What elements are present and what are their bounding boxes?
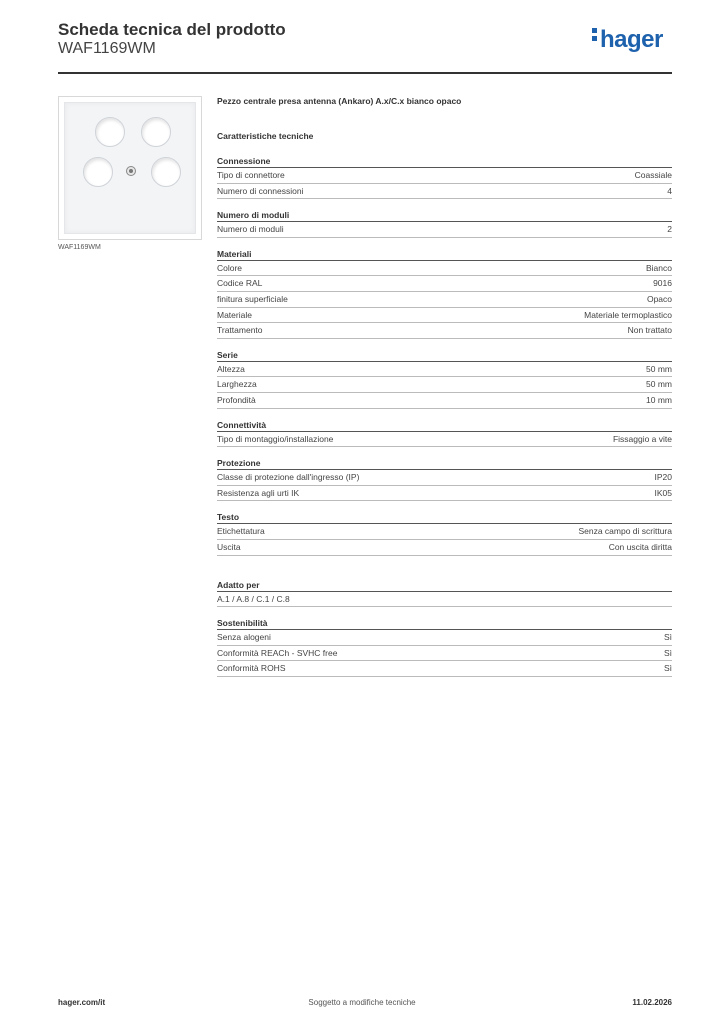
spec-value: Fissaggio a vite xyxy=(612,433,672,444)
spec-row xyxy=(217,630,672,646)
spec-value: Sì xyxy=(663,663,672,674)
spec-value: 10 mm xyxy=(646,394,672,405)
spec-row xyxy=(217,292,672,308)
page-title: Scheda tecnica del prodotto xyxy=(58,20,286,39)
spec-label: Conformità REACh - SVHC free xyxy=(217,647,338,658)
spec-label: A.1 / A.8 / C.1 / C.8 xyxy=(217,593,290,604)
spec-section xyxy=(217,414,672,448)
spec-value: Opaco xyxy=(646,293,672,304)
spec-value: IK05 xyxy=(654,487,672,498)
spec-row xyxy=(217,540,672,556)
footer-date: 11.02.2026 xyxy=(632,998,672,1007)
spec-value: Non trattato xyxy=(627,325,672,336)
spec-section xyxy=(217,612,672,677)
spec-row xyxy=(217,646,672,662)
center-screw-icon xyxy=(126,166,136,176)
spec-label: Colore xyxy=(217,262,243,273)
logo-text: hager xyxy=(600,26,663,53)
product-name: Pezzo centrale presa antenna (Ankaro) A.x/C.x bianco opaco xyxy=(217,96,462,106)
spec-label: Conformità ROHS xyxy=(217,663,286,674)
spec-row xyxy=(217,524,672,540)
spec-label: Profondità xyxy=(217,394,256,405)
spec-row xyxy=(217,308,672,324)
socket-hole-bottom-right xyxy=(151,157,181,187)
section-title: Connettività xyxy=(217,414,672,432)
spec-label: finitura superficiale xyxy=(217,293,288,304)
product-code-subtitle: WAF1169WM xyxy=(58,40,156,57)
spec-row xyxy=(217,362,672,378)
spec-section xyxy=(217,204,672,238)
spec-label: Numero di connessioni xyxy=(217,185,304,196)
spec-label: Larghezza xyxy=(217,379,257,390)
spec-row xyxy=(217,377,672,393)
spec-label: Codice RAL xyxy=(217,278,263,289)
socket-hole-top-right xyxy=(141,117,171,147)
spec-value: 50 mm xyxy=(646,379,672,390)
spec-value: Coassiale xyxy=(634,170,672,180)
spec-section xyxy=(217,150,672,199)
section-title: Serie xyxy=(217,344,672,362)
spec-label: Numero di moduli xyxy=(217,224,284,235)
spec-value: 50 mm xyxy=(646,363,672,374)
spec-label: Tipo di montaggio/installazione xyxy=(217,433,334,444)
spec-row xyxy=(217,432,672,448)
spec-row xyxy=(217,168,672,184)
spec-section xyxy=(217,574,672,608)
spec-label: Classe di protezione dall'ingresso (IP) xyxy=(217,472,360,483)
spec-row xyxy=(217,486,672,502)
spec-row xyxy=(217,661,672,677)
spec-value: 4 xyxy=(667,185,672,196)
socket-hole-bottom-left xyxy=(83,157,113,187)
spec-value: Senza campo di scrittura xyxy=(578,526,672,537)
spec-section xyxy=(217,344,672,409)
spec-label: Resistenza agli urti IK xyxy=(217,487,300,498)
spec-label: Etichettatura xyxy=(217,526,265,537)
spec-label: Senza alogeni xyxy=(217,632,271,643)
section-title: Numero di moduli xyxy=(217,204,672,222)
spec-value: Sì xyxy=(663,647,672,658)
tech-specs-heading: Caratteristiche tecniche xyxy=(217,131,314,141)
section-title: Connessione xyxy=(217,150,672,168)
spec-row xyxy=(217,276,672,292)
footer-note: Soggetto a modifiche tecniche xyxy=(308,998,416,1007)
product-image xyxy=(58,96,202,240)
spec-sections xyxy=(217,150,672,677)
spec-row xyxy=(217,470,672,486)
spec-value: Sì xyxy=(663,632,672,643)
antenna-socket-plate xyxy=(64,102,196,234)
spec-label: Tipo di connettore xyxy=(217,170,285,180)
spec-label: Altezza xyxy=(217,363,245,374)
spec-value: Con uscita diritta xyxy=(608,541,672,552)
spec-value: 9016 xyxy=(653,278,672,289)
section-title: Materiali xyxy=(217,243,672,261)
spec-section xyxy=(217,243,672,339)
spec-row xyxy=(217,184,672,200)
logo-dots-icon xyxy=(592,28,597,44)
footer-website: hager.com/it xyxy=(58,998,106,1007)
spec-label: Trattamento xyxy=(217,325,263,336)
spec-section xyxy=(217,452,672,501)
spec-value: Materiale termoplastico xyxy=(584,309,672,320)
spec-label: Materiale xyxy=(217,309,252,320)
product-image-caption: WAF1169WM xyxy=(58,244,101,251)
spec-row xyxy=(217,323,672,339)
section-title: Testo xyxy=(217,506,672,524)
spec-row xyxy=(217,393,672,409)
spec-row xyxy=(217,261,672,277)
socket-hole-top-left xyxy=(95,117,125,147)
spec-value: Bianco xyxy=(646,262,672,273)
section-title: Protezione xyxy=(217,452,672,470)
section-title: Adatto per xyxy=(217,574,672,592)
section-title: Sostenibilità xyxy=(217,612,672,630)
spec-value: 2 xyxy=(667,224,672,235)
spec-row xyxy=(217,222,672,238)
header-divider xyxy=(58,72,672,74)
spec-value: IP20 xyxy=(654,472,672,483)
hager-logo xyxy=(592,26,663,54)
spec-section xyxy=(217,506,672,555)
spec-label: Uscita xyxy=(217,541,241,552)
spec-row xyxy=(217,592,672,608)
